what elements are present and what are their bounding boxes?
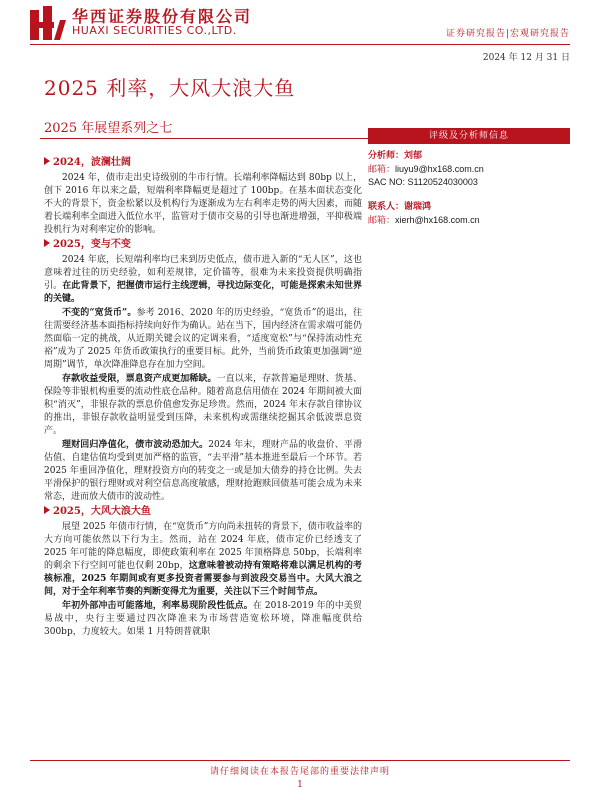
analyst-name — [368, 150, 570, 163]
email-key: 邮箱： — [368, 165, 396, 175]
company-name-cn: 华西证券股份有限公司 — [72, 7, 253, 26]
analyst-email-row — [368, 163, 570, 176]
sac-number: S1120524030003 — [407, 177, 478, 187]
company-name-en: HUAXI SECURITIES CO.,LTD. — [72, 24, 237, 37]
paragraph — [44, 373, 362, 438]
page-header — [0, 0, 600, 63]
sidebar-body — [368, 144, 570, 227]
analyst-sac-row — [368, 176, 570, 189]
contact-name — [368, 201, 570, 214]
report-title: 2025 利率，大风大浪大鱼 — [44, 76, 296, 100]
paragraph-text: 2024 年底，长短端利率均已来到历史低点，债市进入新的“无人区”，这也意味着过往的历史经验，如利差规律，定价锚等，很难为未来投资提供明确指引。 — [44, 255, 362, 291]
analyst-sidebar — [368, 128, 570, 227]
section-heading — [44, 505, 362, 519]
report-date: 2024 年 12 月 31 日 — [482, 53, 570, 63]
main-content — [44, 155, 362, 751]
paragraph-text: 展望 2025 年债市行情，在“宽货币”方向尚未扭转的背景下，债市收益率的大方向可能依然以下行为主。然而，站在 2024 年底，债市定价已经透支了 2025 年可能的降息幅度，即使政策利率在 2025 年顶格降息 50bp，长端利率的剩余下行空间可能也仅剩 20bp， — [44, 522, 362, 571]
paragraph — [44, 600, 362, 639]
report-type: 证券研究报告|宏观研究报告 — [445, 29, 570, 39]
section-heading-text: 2025，变与不变 — [53, 239, 131, 250]
paragraph — [44, 439, 362, 504]
contact-email-link[interactable]: xierh@hx168.com.cn — [395, 215, 480, 225]
triangle-bullet-icon — [44, 239, 50, 247]
paragraph-emphasis: 在此背景下，把握债市运行主线逻辑，寻找边际变化，可能是探索未知世界的关键。 — [44, 281, 362, 304]
paragraph-emphasis: 这意味着被动持有策略将难以满足机构的考核标准，2025 年期间或有更多投资者需要参与到波段交易当中。大风大浪之间，对于全年利率节奏的判断变得尤为重要，关注以下三个时间节点。 — [44, 561, 362, 597]
paragraph-text: 一直以来，存款普遍是理财、货基、保险等非银机构重要的流动性底仓品种。随着高息信用债在 2024 年期间被大面积“消灭”，非银存款的票息价值愈发弥足珍贵。然而，2024 年末存款自律协议的推出，非银存款收益明显受到压降，未来机构或需继续挖掘其余低波票息资产。 — [44, 374, 362, 436]
report-subtitle: 2025 年展望系列之七 — [44, 121, 173, 136]
page-number: 1 — [297, 780, 303, 790]
paragraph-lead: 年初外部冲击可能落地，利率易现阶段性低点。 — [62, 601, 253, 611]
section-heading-text: 2025，大风大浪大鱼 — [53, 506, 151, 517]
header-divider — [30, 44, 570, 45]
legal-notice: 请仔细阅读在本报告尾部的重要法律声明 — [209, 767, 390, 777]
sidebar-header: 评级及分析师信息 — [368, 128, 570, 144]
paragraph — [44, 521, 362, 599]
paragraph-text: 在 2018-2019 年的中美贸易战中，央行主要通过四次降准来为市场营造宽松环境，降准幅度供给 300bp，力度较大。如果 1 月特朗普就职 — [44, 601, 362, 637]
paragraph — [44, 307, 362, 372]
logo-mark-icon — [30, 6, 66, 40]
contact-label: 联系人：谢瑞鸿 — [368, 202, 432, 212]
paragraph — [44, 254, 362, 306]
spacer — [368, 189, 570, 201]
paragraph-text: 参考 2016、2020 年的历史经验，“宽货币”的退出，往往需要经济基本面指标持续向好作为确认。站在当下，国内经济在需求端可能仍然面临一定的挑战，从近期关键会议的定调来看，“适度宽松”与“保持流动性充裕”成为了 2025 年货币政策执行的重要目标。此外，当前货币政策更加强调“逆周期”调节，单次降准降息存在加力空间。 — [44, 308, 362, 370]
company-logo — [30, 6, 66, 40]
analyst-email-link[interactable]: liuyu9@hx168.com.cn — [395, 164, 484, 174]
section-heading — [44, 238, 362, 252]
sac-key: SAC NO: — [368, 177, 408, 187]
triangle-bullet-icon — [44, 506, 50, 514]
paragraph-lead: 理财回归净值化，债市波动恐加大。 — [62, 440, 209, 450]
triangle-bullet-icon — [44, 157, 50, 165]
section-heading-text: 2024，波澜壮阔 — [53, 157, 131, 168]
paragraph: 2024 年，债市走出史诗级别的牛市行情。长端利率降幅达到 80bp 以上，创下 2016 年以来之最，短端利率降幅更是超过了 100bp。在基本面状态变化不大的背景下，资金松紧以及机构行为逐渐成为左右利率走势的两大因素，而随着长端利率全面进入低位水平，监管对于债市交易的引导也渐进增强，平抑极端投机行为对利率定价的影响。 — [44, 173, 362, 235]
footer-divider — [30, 760, 570, 761]
section-heading — [44, 156, 362, 170]
analyst-label: 分析师：刘郁 — [368, 151, 423, 161]
contact-email-row — [368, 214, 570, 227]
email-key: 邮箱： — [368, 216, 396, 226]
paragraph-text: 2024 年末，理财产品的收盘价、平滑估值、自建估值均受到更加严格的监管，“去平滑”基本推进至最后一个环节。若 2025 年重回净值化，理财投资方向的转变之一或是加大债券的持仓比例。失去平滑保护的银行理财或对利空信息高度敏感，理财抢跑赎回债基可能会成为未来常态，进而放大债市的波动性。 — [44, 440, 362, 502]
paragraph-lead: 不变的“宽货币”。 — [62, 308, 137, 318]
paragraph-lead: 存款收益受限，票息资产成更加稀缺。 — [62, 374, 217, 384]
